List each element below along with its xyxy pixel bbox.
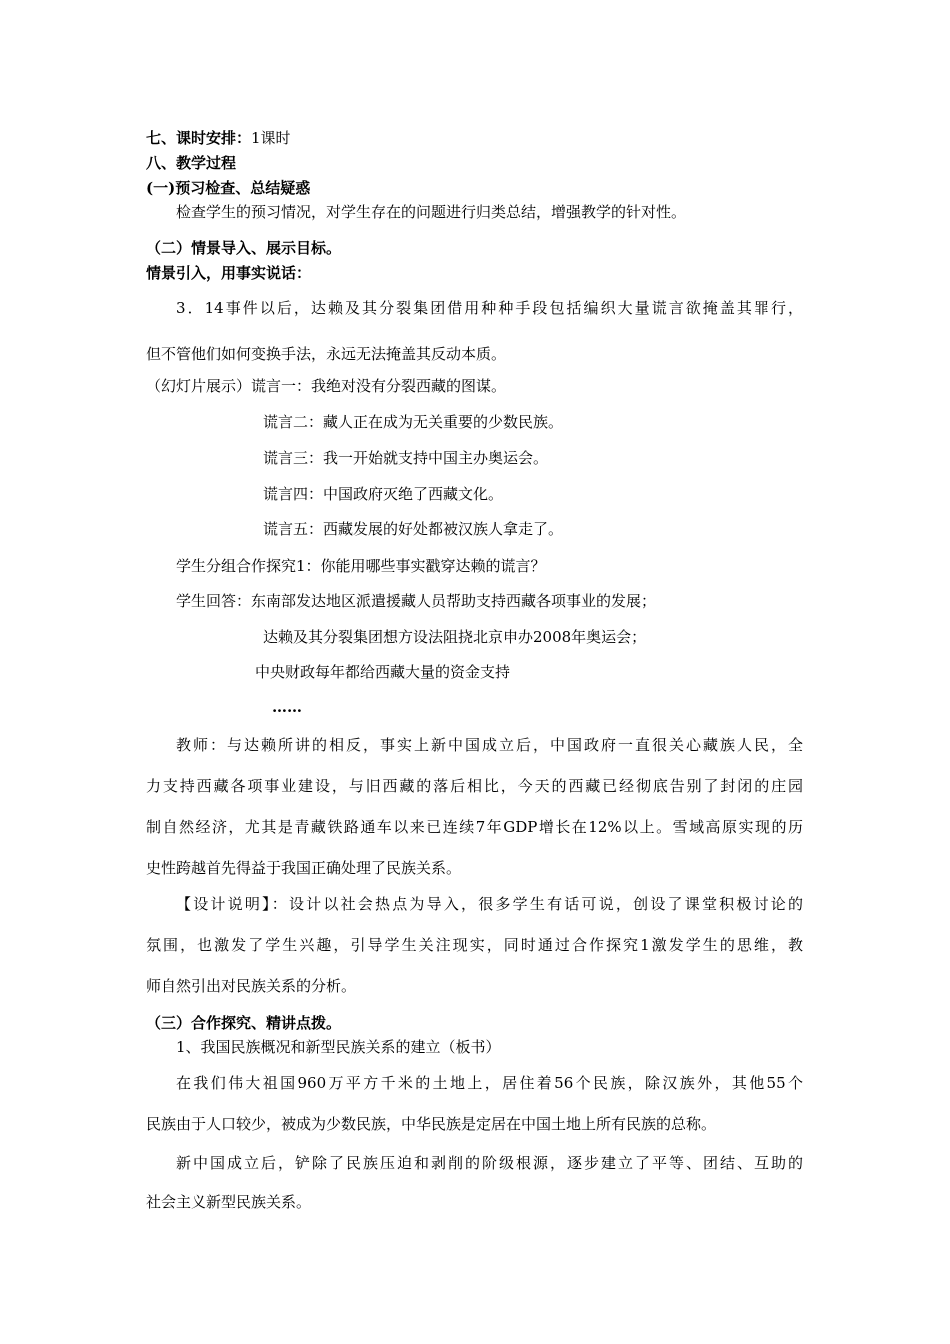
- paragraph-intro-line-1: 3．14事件以后，达赖及其分裂集团借用种种手段包括编织大量谎言欲掩盖其罪行，: [176, 299, 803, 317]
- student-answer-2: 达赖及其分裂集团想方设法阻挠北京申办2008年奥运会；: [263, 628, 647, 646]
- design-note-line-1: 【设计说明】：设计以社会热点为导入，很多学生有话可说，创设了课堂积极讨论的: [176, 895, 803, 913]
- teacher-paragraph-line-2: 力支持西藏各项事业建设，与旧西藏的落后相比，今天的西藏已经彻底告别了封闭的庄园: [146, 777, 803, 795]
- slide-lie-4: 谎言四：中国政府灭绝了西藏文化。: [263, 485, 504, 503]
- subsection-3-heading: （三）合作探究、精讲点拨。: [146, 1014, 342, 1032]
- student-answer-1: 学生回答：东南部发达地区派遣援藏人员帮助支持西藏各项事业的发展；: [176, 592, 657, 610]
- student-answer-3: 中央财政每年都给西藏大量的资金支持: [255, 663, 511, 681]
- class-schedule-value: 1课时: [251, 129, 291, 147]
- teacher-paragraph-line-3: 制自然经济，尤其是青藏铁路通车以来已连续7年GDP增长在12%以上。雪域高原实现的历: [146, 818, 803, 836]
- slide-lie-2: 谎言二：藏人正在成为无关重要的少数民族。: [263, 413, 564, 431]
- subsection-1-heading: (一)预习检查、总结疑惑: [146, 179, 311, 197]
- group-inquiry-1: 学生分组合作探究1：你能用哪些事实戳穿达赖的谎言？: [176, 557, 546, 575]
- design-note-line-2: 氛围，也激发了学生兴趣，引导学生关注现实，同时通过合作探究1激发学生的思维，教: [146, 936, 803, 954]
- design-note-line-3: 师自然引出对民族关系的分析。: [146, 977, 357, 995]
- scenario-intro-heading: 情景引入，用事实说话：: [146, 264, 312, 282]
- section-8-heading: 八、教学过程: [146, 154, 237, 172]
- class-schedule-heading: 七、课时安排：: [146, 129, 252, 147]
- paragraph-intro-line-2: 但不管他们如何变换手法，永远无法掩盖其反动本质。: [146, 345, 507, 363]
- paragraph-preview-check: 检查学生的预习情况，对学生存在的问题进行归类总结，增强教学的针对性。: [176, 203, 687, 221]
- teacher-paragraph-line-1: 教师：与达赖所讲的相反，事实上新中国成立后，中国政府一直很关心藏族人民，全: [176, 736, 803, 754]
- relations-paragraph-line-1: 新中国成立后，铲除了民族压迫和剥削的阶级根源，逐步建立了平等、团结、互助的: [176, 1154, 803, 1172]
- slide-lie-5: 谎言五：西藏发展的好处都被汉族人拿走了。: [263, 520, 564, 538]
- ethnic-paragraph-line-2: 民族由于人口较少，被成为少数民族，中华民族是定居在中国土地上所有民族的总称。: [146, 1115, 717, 1133]
- relations-paragraph-line-2: 社会主义新型民族关系。: [146, 1193, 312, 1211]
- subsection-2-heading: （二）情景导入、展示目标。: [146, 239, 342, 257]
- board-heading-1: 1、我国民族概况和新型民族关系的建立（板书）: [176, 1038, 501, 1056]
- slide-lie-3: 谎言三：我一开始就支持中国主办奥运会。: [263, 449, 549, 467]
- teacher-paragraph-line-4: 史性跨越首先得益于我国正确处理了民族关系。: [146, 859, 462, 877]
- ellipsis: ……: [272, 698, 302, 716]
- class-schedule-line: [146, 128, 291, 148]
- slide-lie-1: （幻灯片展示）谎言一：我绝对没有分裂西藏的图谋。: [146, 377, 507, 395]
- ethnic-paragraph-line-1: 在我们伟大祖国960万平方千米的土地上，居住着56个民族，除汉族外，其他55个: [176, 1074, 803, 1092]
